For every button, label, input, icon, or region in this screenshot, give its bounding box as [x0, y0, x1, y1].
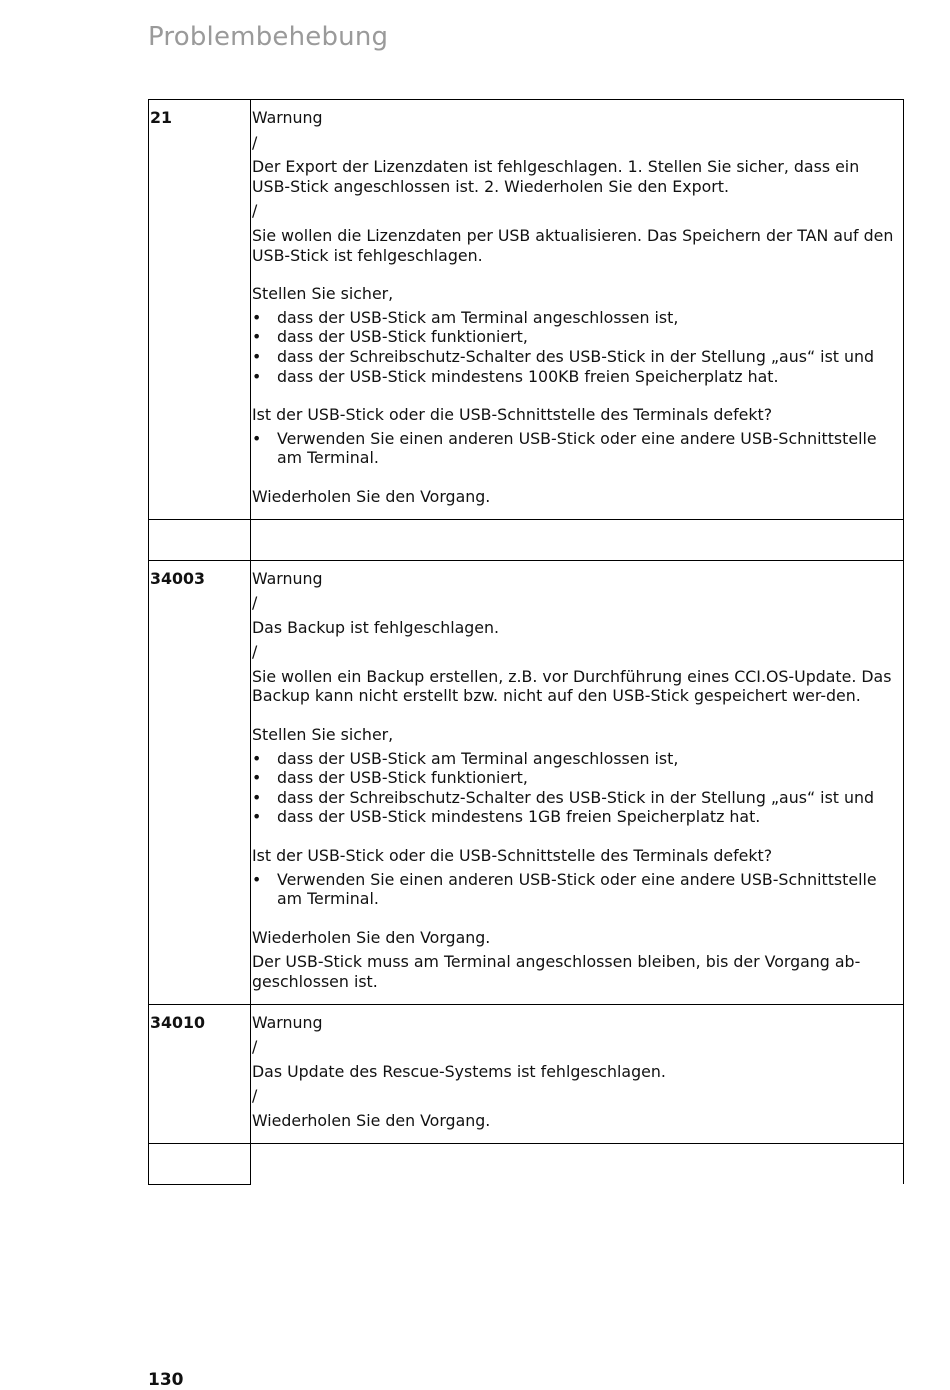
error-code: 34003	[150, 568, 205, 588]
table-row	[149, 560, 904, 1004]
separator: /	[252, 132, 258, 152]
defect-action-list	[252, 429, 897, 468]
list-item: • dass der USB-Stick am Terminal angeschlossen ist,	[252, 749, 897, 769]
note-text: Der USB-Stick muss am Terminal angeschlossen bleiben, bis der Vorgang ab-geschlossen ist.	[252, 952, 861, 991]
error-type: Warnung	[252, 568, 323, 588]
list-item: • dass der USB-Stick mindestens 1GB freien Speicherplatz hat.	[252, 807, 897, 827]
separator: /	[252, 642, 258, 662]
error-code: 34010	[150, 1012, 205, 1032]
separator: /	[252, 1037, 258, 1057]
list-item: • dass der Schreibschutz-Schalter des USB-Stick in der Stellung „aus“ ist und	[252, 788, 897, 808]
list-item: • dass der USB-Stick mindestens 100KB freien Speicherplatz hat.	[252, 367, 897, 387]
separator: /	[252, 1086, 258, 1106]
retry-instruction: Wiederholen Sie den Vorgang.	[252, 1110, 491, 1130]
error-message: Der Export der Lizenzdaten ist fehlgeschlagen. 1. Stellen Sie sicher, dass ein USB-Stick angeschlossen ist. 2. Wiederholen Sie den Export.	[252, 157, 860, 196]
table-row	[149, 1143, 904, 1184]
list-item: • dass der Schreibschutz-Schalter des USB-Stick in der Stellung „aus“ ist und	[252, 347, 897, 367]
error-message: Das Update des Rescue-Systems ist fehlgeschlagen.	[252, 1061, 666, 1081]
separator: /	[252, 593, 258, 613]
separator: /	[252, 201, 258, 221]
list-item: • Verwenden Sie einen anderen USB-Stick oder eine andere USB-Schnittstelle am Terminal.	[252, 429, 897, 468]
error-type: Warnung	[252, 1012, 323, 1032]
error-cause: Sie wollen ein Backup erstellen, z.B. vor Durchführung eines CCI.OS-Update. Das Backup kann nicht erstellt bzw. nicht auf den USB-Stick gespeichert wer-den.	[252, 666, 892, 706]
check-intro: Stellen Sie sicher,	[252, 725, 394, 745]
error-cause: Sie wollen die Lizenzdaten per USB aktualisieren. Das Speichern der TAN auf den USB-Stick ist fehlgeschlagen.	[252, 225, 894, 265]
error-table	[148, 99, 904, 1185]
check-list	[252, 308, 897, 386]
error-message: Das Backup ist fehlgeschlagen.	[252, 617, 500, 637]
retry-instruction: Wiederholen Sie den Vorgang.	[252, 927, 491, 947]
error-code: 21	[150, 108, 172, 127]
retry-instruction: Wiederholen Sie den Vorgang.	[252, 486, 491, 506]
defect-question: Ist der USB-Stick oder die USB-Schnittstelle des Terminals defekt?	[252, 846, 773, 866]
error-type: Warnung	[252, 108, 323, 127]
page-number: 130	[148, 1370, 184, 1390]
defect-question: Ist der USB-Stick oder die USB-Schnittstelle des Terminals defekt?	[252, 405, 773, 425]
list-item: • dass der USB-Stick funktioniert,	[252, 768, 897, 788]
table-row	[149, 1004, 904, 1143]
table-row	[149, 519, 904, 560]
defect-action-list	[252, 870, 897, 909]
check-intro: Stellen Sie sicher,	[252, 284, 394, 304]
table-row	[149, 100, 904, 520]
list-item: • Verwenden Sie einen anderen USB-Stick oder eine andere USB-Schnittstelle am Terminal.	[252, 870, 897, 909]
list-item: • dass der USB-Stick funktioniert,	[252, 327, 897, 347]
check-list	[252, 749, 897, 827]
list-item: • dass der USB-Stick am Terminal angeschlossen ist,	[252, 308, 897, 328]
page-header-title: Problembehebung	[148, 22, 389, 52]
